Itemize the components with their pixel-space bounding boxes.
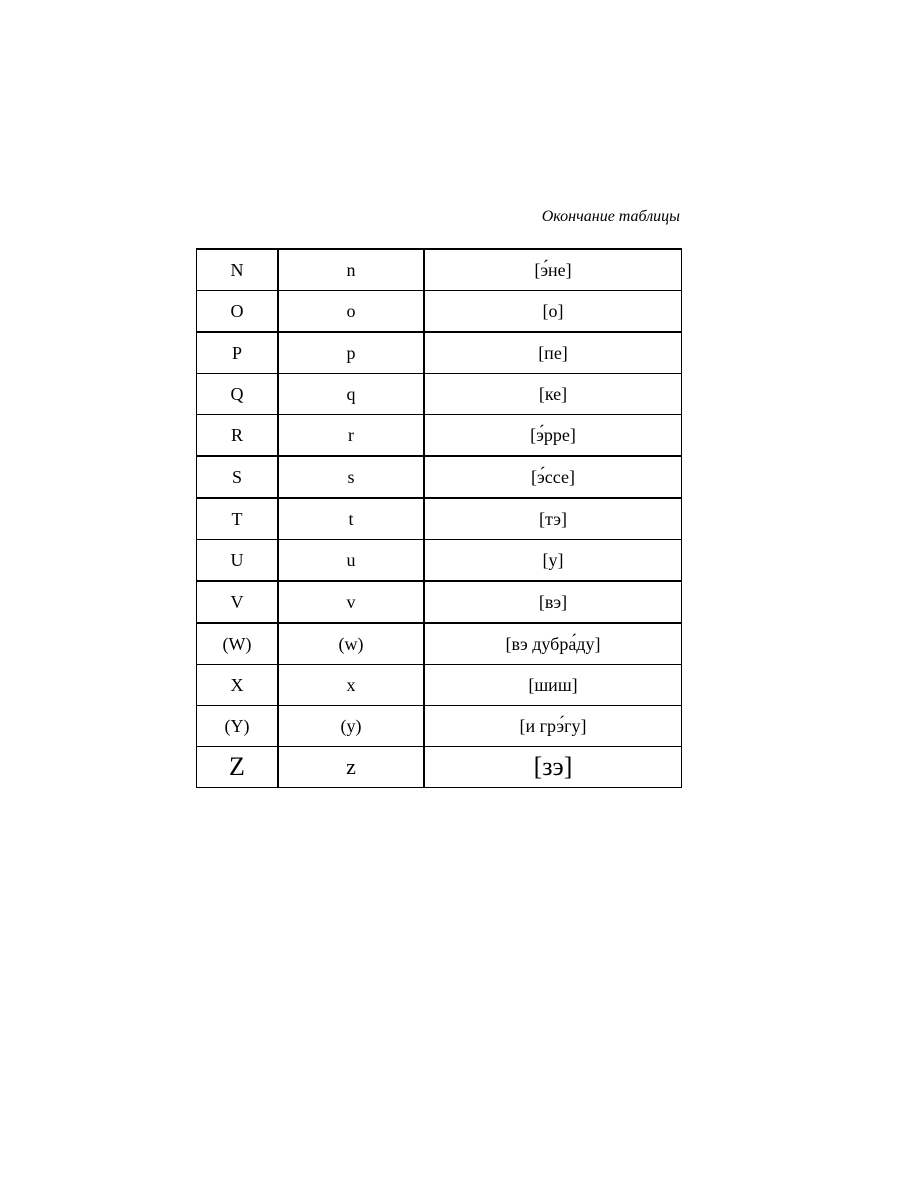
uppercase-letter: T (197, 498, 279, 540)
alphabet-table (196, 248, 682, 788)
lowercase-letter: p (278, 332, 424, 374)
lowercase-letter: v (278, 581, 424, 623)
lowercase-letter: (y) (278, 706, 424, 747)
table-row (197, 581, 682, 623)
lowercase-letter: z (278, 747, 424, 788)
table-row (197, 540, 682, 582)
letter-pronunciation: [зэ] (424, 747, 682, 788)
uppercase-letter: R (197, 415, 279, 457)
lowercase-letter: r (278, 415, 424, 457)
letter-pronunciation: [э́не] (424, 249, 682, 291)
table-row (197, 291, 682, 333)
table-row (197, 415, 682, 457)
letter-pronunciation: [пе] (424, 332, 682, 374)
uppercase-letter: P (197, 332, 279, 374)
table-row (197, 332, 682, 374)
uppercase-letter: O (197, 291, 279, 333)
table-row (197, 623, 682, 665)
uppercase-letter: S (197, 456, 279, 498)
uppercase-letter: Z (197, 747, 279, 788)
lowercase-letter: x (278, 665, 424, 706)
table-row (197, 706, 682, 747)
uppercase-letter: N (197, 249, 279, 291)
letter-pronunciation: [э́рре] (424, 415, 682, 457)
table-row (197, 456, 682, 498)
table-row (197, 665, 682, 706)
lowercase-letter: s (278, 456, 424, 498)
lowercase-letter: n (278, 249, 424, 291)
letter-pronunciation: [о] (424, 291, 682, 333)
letter-pronunciation: [у] (424, 540, 682, 582)
letter-pronunciation: [э́ссе] (424, 456, 682, 498)
letter-pronunciation: [вэ] (424, 581, 682, 623)
table-row (197, 747, 682, 788)
table-continuation-caption: Окончание таблицы (541, 208, 680, 225)
lowercase-letter: t (278, 498, 424, 540)
lowercase-letter: o (278, 291, 424, 333)
table-row (197, 249, 682, 291)
uppercase-letter: U (197, 540, 279, 582)
lowercase-letter: q (278, 374, 424, 415)
table-row (197, 374, 682, 415)
lowercase-letter: u (278, 540, 424, 582)
table-row (197, 498, 682, 540)
uppercase-letter: Q (197, 374, 279, 415)
letter-pronunciation: [ке] (424, 374, 682, 415)
letter-pronunciation: [и грэ́гу] (424, 706, 682, 747)
lowercase-letter: (w) (278, 623, 424, 665)
uppercase-letter: (Y) (197, 706, 279, 747)
letter-pronunciation: [вэ дубра́ду] (424, 623, 682, 665)
letter-pronunciation: [тэ] (424, 498, 682, 540)
uppercase-letter: (W) (197, 623, 279, 665)
uppercase-letter: X (197, 665, 279, 706)
letter-pronunciation: [шиш] (424, 665, 682, 706)
uppercase-letter: V (197, 581, 279, 623)
